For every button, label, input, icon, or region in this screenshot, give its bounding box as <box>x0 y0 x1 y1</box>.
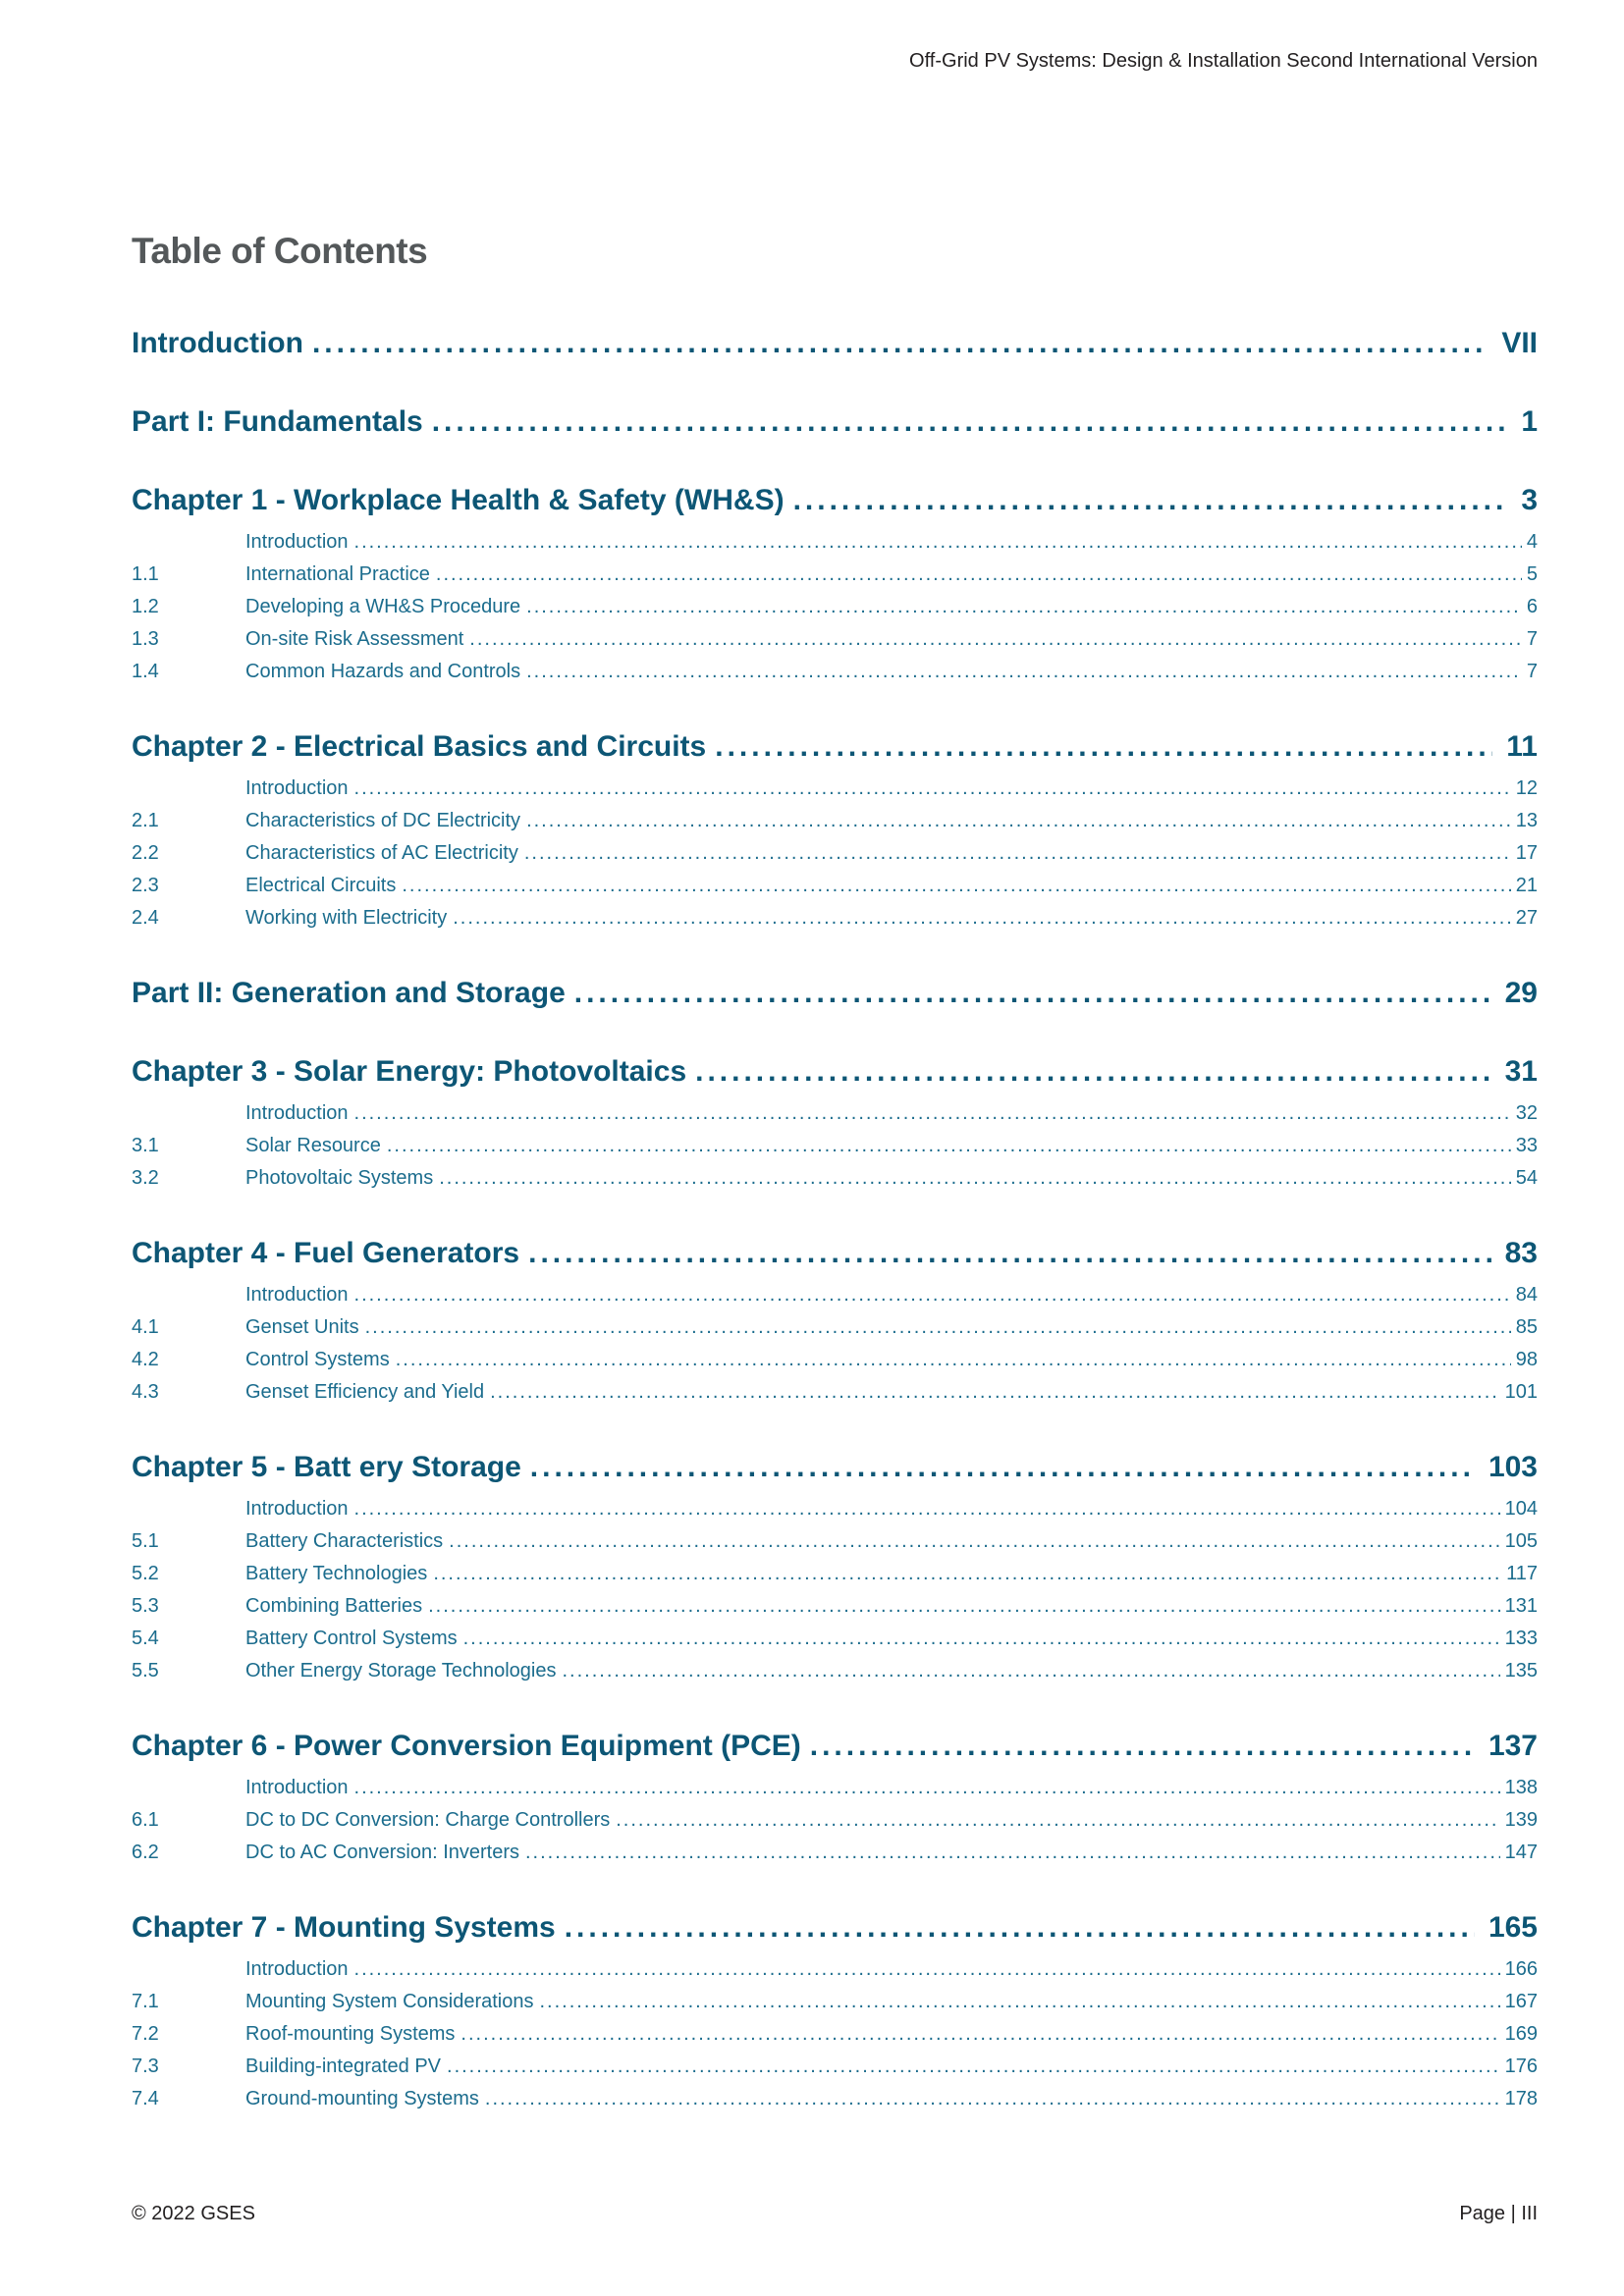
toc-sublist <box>132 1772 1538 1869</box>
toc-subentry[interactable] <box>132 805 1538 837</box>
toc-subentry-label: Other Energy Storage Technologies <box>245 1660 557 1682</box>
toc-section <box>132 727 1538 934</box>
dot-leader <box>574 974 1491 1013</box>
toc-subentry[interactable] <box>132 1772 1538 1804</box>
toc-subentry-label: Introduction <box>245 531 349 553</box>
toc-chapter-entry[interactable] <box>132 402 1538 442</box>
toc-subentry[interactable] <box>132 1376 1538 1409</box>
toc-subentry-page-number: 54 <box>1515 1167 1538 1189</box>
toc-subentry[interactable] <box>132 1311 1538 1344</box>
toc-subentry-label: Ground-mounting Systems <box>245 2088 479 2109</box>
toc-subentry-page-number: 7 <box>1526 661 1538 682</box>
toc-subentry[interactable] <box>132 837 1538 870</box>
toc-subentry-label: On-site Risk Assessment <box>245 628 464 650</box>
toc-section <box>132 1727 1538 1869</box>
toc-chapter-page-number: 83 <box>1504 1237 1538 1269</box>
toc-chapter-label: Chapter 3 - Solar Energy: Photovoltaics <box>132 1055 687 1088</box>
toc-subentry-page-number: 117 <box>1506 1563 1538 1584</box>
toc-subentry-page-number: 178 <box>1504 2088 1538 2109</box>
toc-chapter-entry[interactable] <box>132 1052 1538 1092</box>
dot-leader <box>354 1772 1500 1804</box>
toc-subentry-number: 1.2 <box>132 596 159 617</box>
toc-subentry[interactable] <box>132 1804 1538 1837</box>
toc-subentry-page-number: 33 <box>1515 1135 1538 1156</box>
toc-subentry-label: International Practice <box>245 563 430 585</box>
toc-subentry-label: Working with Electricity <box>245 907 448 929</box>
toc-subentry[interactable] <box>132 526 1538 559</box>
dot-leader <box>810 1727 1475 1766</box>
dot-leader <box>463 1623 1500 1655</box>
toc-subentry-label: Characteristics of DC Electricity <box>245 810 521 831</box>
dot-leader <box>530 1448 1475 1487</box>
toc-subentry[interactable] <box>132 773 1538 805</box>
toc-subentry-page-number: 13 <box>1515 810 1538 831</box>
toc-subentry[interactable] <box>132 1162 1538 1195</box>
toc-section <box>132 1052 1538 1195</box>
toc-subentry-page-number: 166 <box>1504 1958 1538 1980</box>
dot-leader <box>469 623 1522 656</box>
page-title: Table of Contents <box>132 231 428 271</box>
toc-subentry-number: 6.2 <box>132 1842 159 1863</box>
dot-leader <box>432 402 1508 442</box>
dot-leader <box>485 2083 1500 2115</box>
toc-subentry-number: 5.1 <box>132 1530 159 1552</box>
toc-sublist <box>132 1097 1538 1195</box>
toc-chapter-entry[interactable] <box>132 974 1538 1013</box>
toc-section <box>132 324 1538 363</box>
toc-subentry-label: Battery Characteristics <box>245 1530 444 1552</box>
toc-subentry-label: Electrical Circuits <box>245 875 397 896</box>
toc-subentry-label: Building-integrated PV <box>245 2056 442 2077</box>
toc-chapter-entry[interactable] <box>132 1448 1538 1487</box>
dot-leader <box>436 559 1522 591</box>
footer-page-number: Page | III <box>1459 2203 1538 2224</box>
toc-subentry[interactable] <box>132 1344 1538 1376</box>
toc-subentry-number: 1.3 <box>132 628 159 650</box>
dot-leader <box>402 870 1510 902</box>
toc-chapter-page-number: 3 <box>1521 484 1538 516</box>
toc-chapter-label: Chapter 2 - Electrical Basics and Circuits <box>132 730 707 763</box>
toc-chapter-page-number: VII <box>1501 327 1538 359</box>
toc-subentry-number: 2.3 <box>132 875 159 896</box>
toc-subentry-number: 4.1 <box>132 1316 159 1338</box>
toc-subentry-label: Battery Control Systems <box>245 1628 458 1649</box>
toc-subentry-page-number: 131 <box>1504 1595 1538 1617</box>
running-header-title: Off-Grid PV Systems: Design & Installation Second International Version <box>909 50 1538 72</box>
toc-chapter-entry[interactable] <box>132 1908 1538 1948</box>
toc-subentry-page-number: 139 <box>1504 1809 1538 1831</box>
toc-subentry-number: 3.1 <box>132 1135 159 1156</box>
toc-subentry[interactable] <box>132 1493 1538 1525</box>
toc-subentry-label: Developing a WH&S Procedure <box>245 596 521 617</box>
toc-chapter-label: Chapter 6 - Power Conversion Equipment (PCE) <box>132 1730 801 1762</box>
toc <box>132 324 1538 2115</box>
toc-section <box>132 1448 1538 1687</box>
toc-subentry-number: 1.4 <box>132 661 159 682</box>
dot-leader <box>490 1376 1500 1409</box>
dot-leader <box>715 727 1492 767</box>
toc-subentry-number: 5.2 <box>132 1563 159 1584</box>
toc-subentry-number: 7.4 <box>132 2088 159 2109</box>
dot-leader <box>428 1590 1500 1623</box>
toc-subentry[interactable] <box>132 656 1538 688</box>
page-content <box>132 0 1538 2115</box>
toc-subentry-label: Genset Efficiency and Yield <box>245 1381 485 1403</box>
toc-subentry-label: DC to DC Conversion: Charge Controllers <box>245 1809 611 1831</box>
dot-leader <box>354 526 1522 559</box>
toc-subentry-label: Combining Batteries <box>245 1595 423 1617</box>
toc-subentry-page-number: 5 <box>1526 563 1538 585</box>
toc-chapter-label: Part II: Generation and Storage <box>132 977 566 1009</box>
toc-chapter-label: Chapter 5 - Batt ery Storage <box>132 1451 521 1483</box>
toc-chapter-entry[interactable] <box>132 1234 1538 1273</box>
toc-subentry[interactable] <box>132 2083 1538 2115</box>
toc-subentry[interactable] <box>132 559 1538 591</box>
toc-subentry-page-number: 147 <box>1504 1842 1538 1863</box>
toc-subentry-label: Introduction <box>245 1777 349 1798</box>
toc-subentry-page-number: 133 <box>1504 1628 1538 1649</box>
dot-leader <box>460 2018 1499 2051</box>
toc-subentry-label: Introduction <box>245 1284 349 1306</box>
toc-subentry-page-number: 135 <box>1504 1660 1538 1682</box>
toc-subentry-label: Genset Units <box>245 1316 359 1338</box>
toc-subentry[interactable] <box>132 1986 1538 2018</box>
toc-chapter-page-number: 29 <box>1504 977 1538 1009</box>
toc-subentry-number: 5.5 <box>132 1660 159 1682</box>
toc-section <box>132 481 1538 688</box>
page-footer <box>132 2203 1538 2225</box>
dot-leader <box>526 805 1511 837</box>
toc-subentry-number: 6.1 <box>132 1809 159 1831</box>
toc-subentry-number: 5.3 <box>132 1595 159 1617</box>
toc-subentry-page-number: 104 <box>1504 1498 1538 1520</box>
dot-leader <box>453 902 1511 934</box>
toc-subentry-number: 7.3 <box>132 2056 159 2077</box>
toc-subentry-page-number: 101 <box>1504 1381 1538 1403</box>
toc-subentry-number: 7.1 <box>132 1991 159 2012</box>
toc-chapter-page-number: 165 <box>1488 1911 1538 1944</box>
dot-leader <box>525 1837 1500 1869</box>
toc-sublist <box>132 1953 1538 2115</box>
dot-leader <box>526 656 1522 688</box>
toc-subentry-page-number: 105 <box>1504 1530 1538 1552</box>
toc-subentry-label: Mounting System Considerations <box>245 1991 534 2012</box>
toc-subentry[interactable] <box>132 902 1538 934</box>
toc-chapter-label: Part I: Fundamentals <box>132 405 423 438</box>
toc-sublist <box>132 1279 1538 1409</box>
toc-chapter-label: Chapter 7 - Mounting Systems <box>132 1911 556 1944</box>
toc-subentry[interactable] <box>132 2051 1538 2083</box>
toc-chapter-entry[interactable] <box>132 481 1538 520</box>
toc-subentry-label: Control Systems <box>245 1349 390 1370</box>
toc-subentry-number: 1.1 <box>132 563 159 585</box>
dot-leader <box>528 1234 1491 1273</box>
toc-subentry-number: 7.2 <box>132 2023 159 2045</box>
toc-subentry-label: Common Hazards and Controls <box>245 661 521 682</box>
toc-subentry-page-number: 7 <box>1526 628 1538 650</box>
toc-subentry-page-number: 12 <box>1515 777 1538 799</box>
toc-subentry-page-number: 98 <box>1515 1349 1538 1370</box>
dot-leader <box>524 837 1511 870</box>
toc-subentry-page-number: 27 <box>1515 907 1538 929</box>
toc-subentry[interactable] <box>132 1097 1538 1130</box>
dot-leader <box>354 773 1511 805</box>
toc-subentry[interactable] <box>132 1623 1538 1655</box>
toc-subentry-label: Roof-mounting Systems <box>245 2023 456 2045</box>
toc-chapter-label: Chapter 4 - Fuel Generators <box>132 1237 520 1269</box>
toc-section <box>132 1908 1538 2115</box>
dot-leader <box>396 1344 1511 1376</box>
toc-subentry[interactable] <box>132 1279 1538 1311</box>
toc-chapter-page-number: 1 <box>1521 405 1538 438</box>
toc-subentry[interactable] <box>132 1525 1538 1558</box>
toc-subentry-number: 2.2 <box>132 842 159 864</box>
toc-subentry-page-number: 84 <box>1515 1284 1538 1306</box>
toc-section <box>132 974 1538 1013</box>
toc-subentry-page-number: 21 <box>1515 875 1538 896</box>
toc-section <box>132 1234 1538 1409</box>
dot-leader <box>539 1986 1499 2018</box>
toc-subentry[interactable] <box>132 1590 1538 1623</box>
dot-leader <box>449 1525 1499 1558</box>
toc-sublist <box>132 773 1538 934</box>
toc-subentry-number: 3.2 <box>132 1167 159 1189</box>
toc-subentry-number: 2.1 <box>132 810 159 831</box>
dot-leader <box>354 1097 1511 1130</box>
toc-chapter-page-number: 137 <box>1488 1730 1538 1762</box>
toc-sublist <box>132 526 1538 688</box>
running-header <box>132 0 1538 73</box>
toc-sublist <box>132 1493 1538 1687</box>
toc-subentry-label: Characteristics of AC Electricity <box>245 842 518 864</box>
footer-copyright: © 2022 GSES <box>132 2203 255 2224</box>
toc-subentry[interactable] <box>132 870 1538 902</box>
toc-subentry-label: Introduction <box>245 1958 349 1980</box>
dot-leader <box>312 324 1488 363</box>
toc-subentry[interactable] <box>132 623 1538 656</box>
toc-subentry-label: Solar Resource <box>245 1135 381 1156</box>
dot-leader <box>616 1804 1499 1837</box>
toc-chapter-page-number: 11 <box>1506 730 1538 763</box>
toc-subentry-number: 4.3 <box>132 1381 159 1403</box>
dot-leader <box>439 1162 1511 1195</box>
dot-leader <box>447 2051 1500 2083</box>
toc-subentry-label: Introduction <box>245 777 349 799</box>
toc-subentry-page-number: 138 <box>1504 1777 1538 1798</box>
toc-subentry-page-number: 17 <box>1515 842 1538 864</box>
toc-chapter-page-number: 31 <box>1504 1055 1538 1088</box>
toc-chapter-label: Chapter 1 - Workplace Health & Safety (WH&S) <box>132 484 785 516</box>
toc-subentry[interactable] <box>132 1837 1538 1869</box>
dot-leader <box>387 1130 1511 1162</box>
toc-chapter-page-number: 103 <box>1488 1451 1538 1483</box>
toc-subentry-page-number: 169 <box>1504 2023 1538 2045</box>
dot-leader <box>563 1655 1500 1687</box>
toc-subentry-label: Introduction <box>245 1498 349 1520</box>
toc-subentry-number: 4.2 <box>132 1349 159 1370</box>
toc-subentry-number: 2.4 <box>132 907 159 929</box>
toc-subentry-page-number: 6 <box>1526 596 1538 617</box>
dot-leader <box>433 1558 1501 1590</box>
toc-subentry-page-number: 167 <box>1504 1991 1538 2012</box>
dot-leader <box>354 1279 1511 1311</box>
toc-subentry[interactable] <box>132 2018 1538 2051</box>
dot-leader <box>565 1908 1475 1948</box>
dot-leader <box>695 1052 1491 1092</box>
toc-chapter-label: Introduction <box>132 327 303 359</box>
toc-subentry[interactable] <box>132 1655 1538 1687</box>
toc-subentry-page-number: 176 <box>1504 2056 1538 2077</box>
toc-chapter-entry[interactable] <box>132 1727 1538 1766</box>
toc-subentry-label: Photovoltaic Systems <box>245 1167 434 1189</box>
dot-leader <box>354 1493 1500 1525</box>
toc-subentry-page-number: 4 <box>1526 531 1538 553</box>
toc-subentry[interactable] <box>132 1953 1538 1986</box>
toc-subentry-label: DC to AC Conversion: Inverters <box>245 1842 519 1863</box>
toc-chapter-entry[interactable] <box>132 727 1538 767</box>
toc-subentry-label: Introduction <box>245 1102 349 1124</box>
dot-leader <box>793 481 1508 520</box>
toc-subentry-label: Battery Technologies <box>245 1563 428 1584</box>
toc-subentry[interactable] <box>132 591 1538 623</box>
toc-subentry-page-number: 85 <box>1515 1316 1538 1338</box>
dot-leader <box>354 1953 1500 1986</box>
dot-leader <box>526 591 1522 623</box>
dot-leader <box>365 1311 1511 1344</box>
toc-subentry[interactable] <box>132 1130 1538 1162</box>
toc-chapter-entry[interactable] <box>132 324 1538 363</box>
toc-subentry-page-number: 32 <box>1515 1102 1538 1124</box>
toc-subentry-number: 5.4 <box>132 1628 159 1649</box>
toc-subentry[interactable] <box>132 1558 1538 1590</box>
toc-section <box>132 402 1538 442</box>
